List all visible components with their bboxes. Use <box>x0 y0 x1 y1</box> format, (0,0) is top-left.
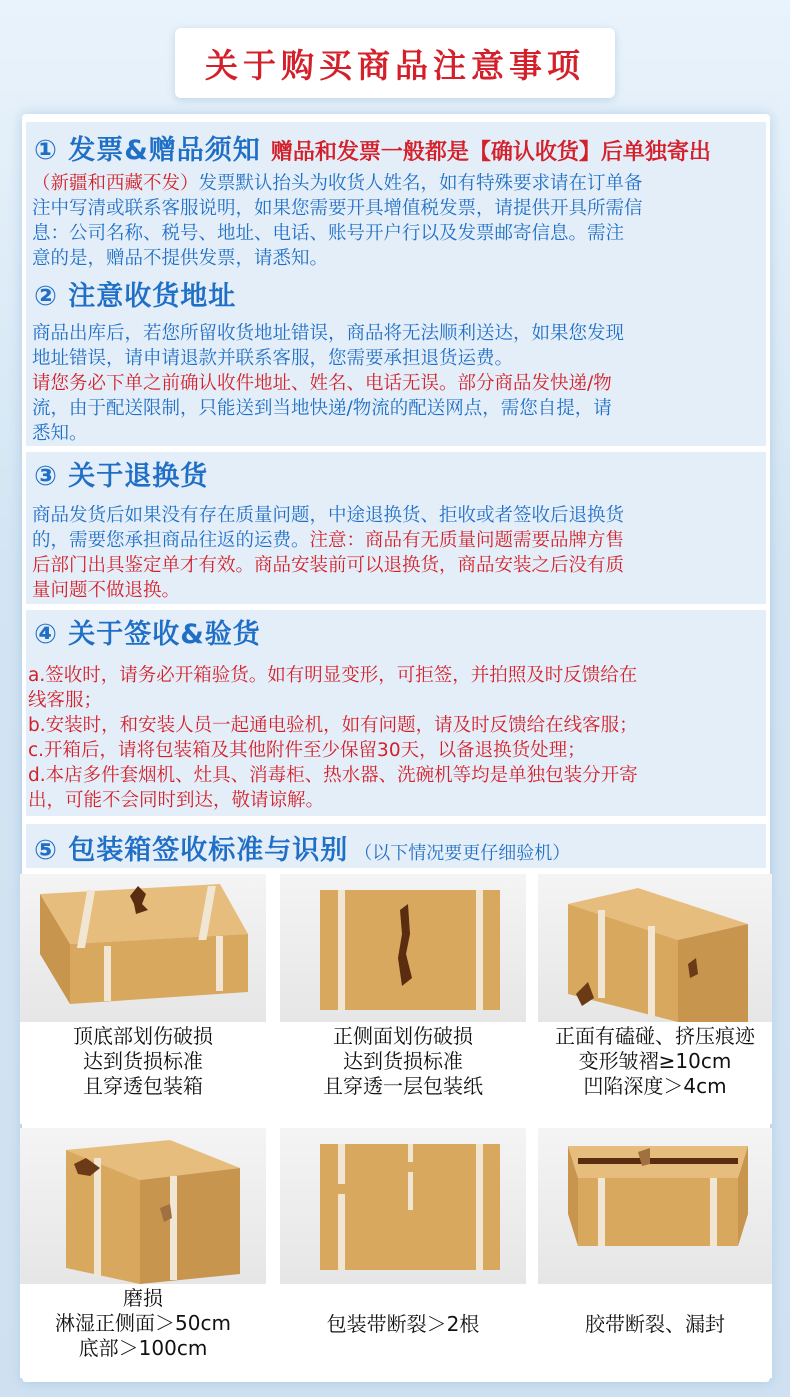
text-line: 商品出库后，若您所留收货地址错误，商品将无法顺利送达，如果您发现 <box>32 323 625 344</box>
text-line: d.本店多件套烟机、灶具、消毒柜、热水器、洗碗机等均是单独包装分开寄 <box>28 765 638 786</box>
text-line: 悉知。 <box>32 423 88 444</box>
text-line: c.开箱后，请将包装箱及其他附件至少保留30天，以备退换货处理； <box>28 740 586 761</box>
text-line: 意的是，赠品不提供发票，请悉知。 <box>32 248 329 269</box>
section-title: ④ 关于签收&验货 <box>34 619 261 650</box>
box-card <box>280 874 526 1124</box>
caption-line: 正面有磕碰、挤压痕迹 <box>555 1024 755 1048</box>
caption-line: 达到货损标准 <box>343 1049 463 1073</box>
page-title: 关于购买商品注意事项 <box>205 45 585 85</box>
section-body <box>26 313 766 450</box>
box-caption <box>538 1024 772 1099</box>
box-worn-icon <box>20 1128 266 1284</box>
text-line: 请您务必下单之前确认收件地址、姓名、电话无误。部分商品发快递/物 <box>32 373 612 394</box>
caption-line: 变形皱褶≥10cm <box>578 1049 732 1073</box>
box-torn-top-icon <box>20 874 266 1022</box>
section-note: 赠品和发票一般都是【确认收货】后单独寄出 <box>270 140 711 165</box>
section-title: ③ 关于退换货 <box>34 461 209 492</box>
text-line: 地址错误，请申请退款并联系客服，您需要承担退货运费。 <box>32 348 514 369</box>
section-title: ② 注意收货地址 <box>34 281 237 312</box>
caption-line: 且穿透一层包装纸 <box>323 1074 483 1098</box>
caption-line: 胶带断裂、漏封 <box>585 1312 725 1336</box>
text-line: 发票默认抬头为收货人姓名，如有特殊要求请在订单备 <box>198 173 643 194</box>
caption-line: 正侧面划伤破损 <box>333 1024 473 1048</box>
section-body <box>26 493 766 607</box>
caption-line: 凹陷深度＞4cm <box>583 1074 727 1098</box>
box-card <box>20 874 266 1124</box>
notice-text: 注意：商品有无质量问题需要品牌方售 <box>309 530 625 551</box>
section-packaging <box>26 824 766 868</box>
caption-line: 底部＞100cm <box>78 1336 208 1360</box>
text-line: 线客服； <box>28 690 103 711</box>
text-line: a.签收时，请务必开箱验货。如有明显变形，可拒签，并拍照及时反馈给在 <box>28 665 638 686</box>
box-caption <box>20 1286 266 1361</box>
text-line: 后部门出具鉴定单才有效。商品安装前可以退换货，商品安装之后没有质 <box>32 555 625 576</box>
section-body <box>26 167 766 275</box>
box-card <box>20 1128 266 1378</box>
box-card <box>538 874 772 1124</box>
caption-line: 淋湿正侧面＞50cm <box>55 1311 231 1335</box>
box-strap-broken-icon <box>280 1128 526 1284</box>
section-note: （以下情况要更仔细验机） <box>354 843 571 864</box>
title-box <box>175 28 615 98</box>
section-title: ⑤ 包装箱签收标准与识别 <box>34 835 349 866</box>
text-line: 商品发货后如果没有存在质量问题，中途退换货、拒收或者签收后退换货 <box>32 505 625 526</box>
box-caption <box>20 1024 266 1099</box>
caption-line: 顶底部划伤破损 <box>73 1024 213 1048</box>
section-inspection <box>26 610 766 816</box>
section-returns <box>26 452 766 604</box>
region-note: （新疆和西藏不发） <box>32 173 199 194</box>
text-line: 出，可能不会同时到达，敬请谅解。 <box>28 790 325 811</box>
section-body <box>26 651 766 817</box>
text-line: 量问题不做退换。 <box>32 580 181 601</box>
box-tape-broken-icon <box>538 1128 772 1284</box>
box-caption <box>280 1312 526 1337</box>
box-torn-front-icon <box>280 874 526 1022</box>
section-title: ① 发票&赠品须知 <box>34 135 261 166</box>
text-line: 息：公司名称、税号、地址、电话、账号开户行以及发票邮寄信息。需注 <box>32 223 625 244</box>
box-dented-icon <box>538 874 772 1022</box>
text-line: 注中写清或联系客服说明，如果您需要开具增值税发票，请提供开具所需信 <box>32 198 643 219</box>
box-caption <box>280 1024 526 1099</box>
section-invoice-gift <box>26 122 766 270</box>
caption-line: 且穿透包装箱 <box>83 1074 203 1098</box>
caption-line: 包装带断裂＞2根 <box>326 1312 480 1336</box>
text-line: 流，由于配送限制，只能送到当地快递/物流的配送网点，需您自提，请 <box>32 398 612 419</box>
section-address <box>26 270 766 446</box>
text-line: 的，需要您承担商品往返的运费。 <box>32 530 310 551</box>
text-line: b.安装时，和安装人员一起通电验机，如有问题，请及时反馈给在线客服； <box>28 715 638 736</box>
box-caption <box>538 1312 772 1337</box>
box-card <box>538 1128 772 1378</box>
caption-line: 磨损 <box>123 1286 163 1310</box>
box-card <box>280 1128 526 1378</box>
caption-line: 达到货损标准 <box>83 1049 203 1073</box>
